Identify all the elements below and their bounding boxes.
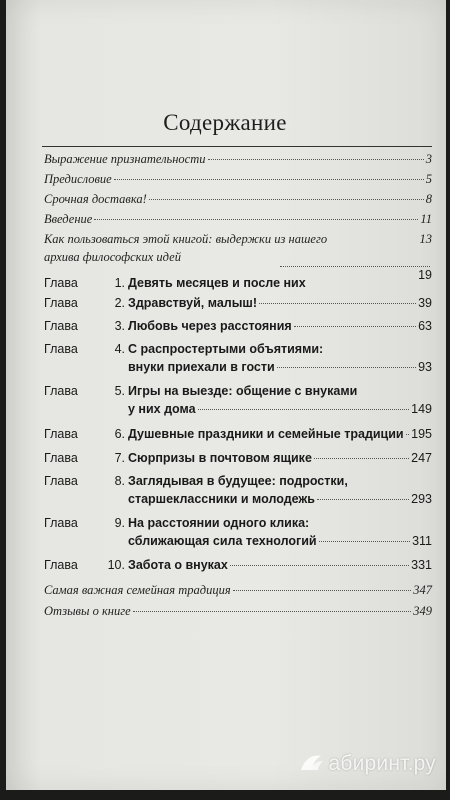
- chapter-title-cont: старшеклассники и молодежь: [128, 492, 315, 506]
- chapter-title: С распростертыми объятиями:: [128, 342, 324, 356]
- watermark-text: абиринт.ру: [328, 752, 436, 775]
- chapter-prefix: Глава: [44, 276, 78, 290]
- chapter-title: Девять месяцев и после них: [128, 276, 306, 290]
- dot-leader: [114, 178, 424, 180]
- chapter-number: 1.: [114, 276, 125, 290]
- dot-leader: [233, 589, 412, 591]
- chapter-title-cont: у них дома: [128, 402, 196, 416]
- chapter-title: Сюрпризы в почтовом ящике: [128, 451, 312, 465]
- toc-entry-label: Отзывы о книге: [44, 604, 131, 618]
- chapter-number: 9.: [114, 516, 125, 530]
- toc-entry-label: Как пользоваться этой книгой: выдержки из нашего: [44, 232, 328, 246]
- chapter-title: Заглядывая в будущее: подростки,: [128, 474, 348, 488]
- dot-leader: [317, 498, 409, 500]
- page-title: Содержание: [163, 110, 287, 135]
- chapter-title: Душевные праздники и семейные традиции: [128, 427, 404, 441]
- chapter-number: 7.: [114, 451, 125, 465]
- toc-page-number: 331: [411, 558, 432, 572]
- chapter-title: Игры на выезде: общение с внуками: [128, 384, 358, 398]
- toc-page-number: 63: [418, 319, 432, 333]
- chapter-title-cont: внуки приехали в гости: [128, 360, 275, 374]
- toc-page-number: 349: [413, 604, 432, 618]
- toc-entry-label: Предисловие: [44, 172, 112, 186]
- dot-leader: [259, 302, 416, 304]
- toc-page-number: 13: [419, 232, 432, 246]
- chapter-title: Забота о внуках: [128, 558, 228, 572]
- watermark: [299, 752, 436, 776]
- chapter-prefix: Глава: [44, 516, 78, 530]
- toc-page-number: 8: [425, 192, 432, 206]
- dot-leader: [94, 218, 418, 220]
- chapter-prefix: Глава: [44, 451, 78, 465]
- chapter-number: 2.: [114, 296, 125, 310]
- chapter-number: 8.: [114, 474, 125, 488]
- toc-page-number: 293: [411, 492, 432, 506]
- dot-leader: [406, 433, 410, 435]
- chapter-prefix: Глава: [44, 319, 78, 333]
- chapter-prefix: Глава: [44, 558, 78, 572]
- dot-leader: [230, 564, 409, 566]
- toc-page-number: 311: [412, 534, 432, 548]
- toc-entry-label: Введение: [44, 212, 93, 226]
- dot-leader: [294, 325, 416, 327]
- chapter-title: На расстоянии одного клика:: [128, 516, 310, 530]
- labyrinth-logo-icon: [299, 752, 325, 774]
- toc-page-number: 149: [411, 402, 432, 416]
- chapter-number: 10.: [107, 558, 125, 572]
- chapter-number: 3.: [114, 319, 125, 333]
- dot-leader: [208, 158, 424, 160]
- toc-entry-label-cont: архива философских идей: [44, 250, 181, 264]
- dot-leader: [198, 408, 410, 410]
- toc-page-number: 11: [420, 212, 432, 226]
- chapter-number: 5.: [114, 384, 125, 398]
- toc-page-number: 39: [418, 296, 432, 310]
- toc-page-number: 93: [418, 360, 432, 374]
- chapter-number: 4.: [114, 342, 125, 356]
- chapter-prefix: Глава: [44, 342, 78, 356]
- toc-page-number: 247: [411, 451, 432, 465]
- toc-page-number: 19: [418, 268, 432, 282]
- toc-page-number: 347: [413, 583, 432, 597]
- dot-leader: [319, 540, 410, 542]
- chapter-prefix: Глава: [44, 384, 78, 398]
- chapter-title-cont: сближающая сила технологий: [128, 534, 317, 548]
- toc-entry-label: Срочная доставка!: [44, 192, 147, 206]
- toc-page-number: 195: [411, 427, 432, 441]
- toc-entry-label: Самая важная семейная традиция: [44, 583, 231, 597]
- dot-leader: [133, 610, 412, 612]
- chapter-prefix: Глава: [44, 296, 78, 310]
- chapter-number: 6.: [114, 427, 125, 441]
- toc-entry-label: Выражение признательности: [44, 152, 206, 166]
- chapter-title: Здравствуй, малыш!: [128, 296, 257, 310]
- dot-leader: [149, 198, 424, 200]
- dot-leader: [277, 366, 416, 368]
- chapter-prefix: Глава: [44, 474, 78, 488]
- dot-leader: [314, 457, 409, 459]
- toc-page-number: 3: [425, 152, 432, 166]
- toc-page-number: 5: [425, 172, 432, 186]
- dot-leader: [280, 265, 430, 267]
- chapter-prefix: Глава: [44, 427, 78, 441]
- chapter-title: Любовь через расстояния: [128, 319, 292, 333]
